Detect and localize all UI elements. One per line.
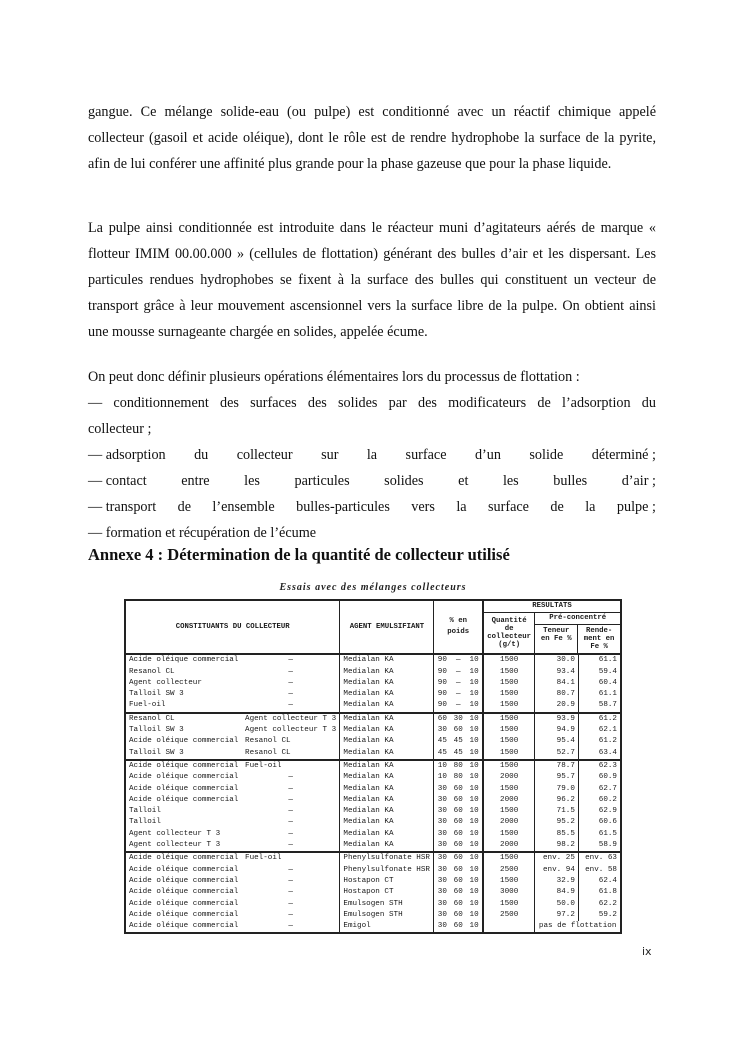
cell-pct-3: 10 [469, 667, 479, 676]
cell-pct-1: 30 [434, 921, 450, 933]
cell-constituant-2: — [288, 876, 293, 885]
cell-constituant-1: Resanol CL [129, 667, 175, 676]
cell-constituant-2: Resanol CL [245, 748, 291, 757]
cell-agent: Hostapon CT [340, 876, 434, 887]
cell-pct-2: 60 [453, 795, 463, 804]
bullet-4 [88, 494, 656, 520]
cell-pct-3: 10 [469, 748, 479, 757]
cell-pct-2: 60 [453, 784, 463, 793]
word: les [244, 473, 260, 489]
cell-teneur: 80.7 [535, 689, 579, 700]
table-row [125, 921, 621, 933]
cell-rendement: 60.6 [578, 817, 621, 828]
cell-constituant-1: Acide oléique commercial [129, 876, 239, 885]
cell-constituant-2: — [288, 667, 293, 676]
cell-quantite: 1500 [483, 806, 535, 817]
cell-quantite: 1500 [483, 654, 535, 666]
word: entre [181, 473, 210, 489]
header-rendement: Rende-ment en Fe % [577, 625, 620, 653]
cell-teneur: 71.5 [535, 806, 579, 817]
cell-pct-1: 90 [434, 654, 450, 666]
cell-rendement: 61.8 [578, 887, 621, 898]
cell-constituant-1: Fuel-oil [129, 701, 166, 710]
cell-pct-3: 10 [469, 829, 479, 838]
cell-pct-2: 45 [453, 737, 463, 746]
cell-constituant-1: Acide oléique commercial [129, 784, 239, 793]
cell-pct-1: 90 [434, 678, 450, 689]
cell-constituant-2: — [288, 795, 293, 804]
cell-teneur: 95.4 [535, 736, 579, 747]
cell-pct-2: — [455, 701, 461, 710]
cell-rendement: 61.2 [578, 713, 621, 725]
cell-agent: Hostapon CT [340, 887, 434, 898]
bullet-5: — formation et récupération de l’écume [88, 525, 317, 541]
cell-teneur: 98.2 [535, 840, 579, 852]
table-row [125, 887, 621, 898]
cell-constituant-1: Acide oléique commercial [129, 773, 239, 782]
cell-agent: Medialan KA [340, 678, 434, 689]
cell-rendement: 62.9 [578, 806, 621, 817]
cell-pct-3: 10 [469, 818, 479, 827]
header-pct: % en poids [434, 600, 483, 654]
cell-quantite: 1500 [483, 760, 535, 772]
cell-teneur: 97.2 [535, 910, 579, 921]
table-row [125, 817, 621, 828]
word: l’ensemble [212, 499, 275, 515]
cell-pct-2: 80 [453, 773, 463, 782]
table-row [125, 760, 621, 772]
word: bulles-particules [296, 499, 390, 515]
cell-pct-3: 10 [469, 841, 479, 850]
cell-quantite: 1500 [483, 899, 535, 910]
cell-pct-1: 10 [434, 760, 450, 772]
word: d’un [474, 447, 501, 463]
word: et [458, 473, 469, 489]
cell-quantite: 1500 [483, 748, 535, 760]
header-preconc-sub [535, 625, 620, 653]
cell-quantite: 1500 [483, 689, 535, 700]
cell-constituant-2: Agent collecteur T 3 [245, 726, 337, 735]
table-row [125, 700, 621, 712]
cell-agent: Medialan KA [340, 795, 434, 806]
word: les [502, 473, 519, 489]
cell-pct-2: 60 [453, 865, 463, 874]
cell-teneur: pas de flottation [535, 921, 621, 933]
cell-constituant-1: Talloil SW 3 [129, 690, 184, 699]
cell-constituant-2: — [288, 784, 293, 793]
cell-constituant-2: — [288, 888, 293, 897]
word: solide [529, 447, 564, 463]
word: bulles [553, 473, 588, 489]
cell-constituant-1: Acide oléique commercial [125, 852, 242, 864]
cell-pct-2: 60 [453, 876, 463, 885]
cell-constituant-1: Talloil SW 3 [129, 726, 184, 735]
word: vers [411, 499, 435, 515]
cell-pct-2: 60 [453, 818, 463, 827]
table-row [125, 748, 621, 760]
cell-constituant-1: Talloil SW 3 [129, 748, 184, 757]
cell-quantite: 2000 [483, 840, 535, 852]
cell-agent: Medialan KA [340, 748, 434, 760]
cell-pct-1: 45 [434, 736, 450, 747]
cell-constituant-1: Acide oléique commercial [129, 910, 239, 919]
cell-constituant-1: Agent collecteur T 3 [129, 829, 221, 838]
cell-constituant-1: Acide oléique commercial [129, 737, 239, 746]
cell-teneur: 93.4 [535, 667, 579, 678]
cell-pct-3: 10 [466, 760, 483, 772]
cell-quantite: 1500 [483, 852, 535, 864]
cell-teneur: env. 94 [535, 865, 579, 876]
cell-constituant-1: Acide oléique commercial [129, 865, 239, 874]
cell-agent: Medialan KA [340, 700, 434, 712]
table-row [125, 840, 621, 852]
cell-pct-3: 10 [469, 773, 479, 782]
word: — adsorption [88, 447, 166, 463]
cell-constituant-2: — [288, 899, 293, 908]
table-row [125, 736, 621, 747]
cell-rendement: 62.4 [578, 876, 621, 887]
table-row [125, 795, 621, 806]
cell-agent: Medialan KA [340, 654, 434, 666]
word: de [550, 499, 564, 515]
cell-quantite: 3000 [483, 887, 535, 898]
cell-agent: Phenylsulfonate HSR [340, 852, 434, 864]
cell-pct-3: 10 [469, 701, 479, 710]
cell-rendement: 61.5 [578, 829, 621, 840]
cell-constituant-1: Acide oléique commercial [129, 899, 239, 908]
cell-constituant-1: Acide oléique commercial [129, 656, 239, 665]
cell-pct-3: 10 [466, 852, 483, 864]
paragraph-2: La pulpe ainsi conditionnée est introduite dans le réacteur muni d’agitateurs aérés de marque « flotteur IMIM 00.00.000 » (cellules de flottation) générant des bulles d’air et les dispersant. Les particules rendues hydrophobes se fixent à la surface des bulles qui constituent un vecteur de transport grâce à leur mouvement ascensionnel vers la surface libre de la pulpe. On obtient ainsi une mousse surnageante chargée en solides, appelée écume. [88, 220, 656, 340]
cell-pct-2: 60 [453, 888, 463, 897]
cell-rendement: 61.1 [578, 654, 621, 666]
cell-agent: Emulsogen STH [340, 899, 434, 910]
cell-teneur: 20.9 [535, 700, 579, 712]
cell-pct-2: — [455, 667, 461, 676]
cell-pct-3: 10 [469, 784, 479, 793]
cell-agent: Medialan KA [340, 817, 434, 828]
table-row [125, 772, 621, 783]
cell-pct-2: 80 [450, 760, 466, 772]
table-row [125, 910, 621, 921]
cell-pct-3: 10 [466, 713, 483, 725]
cell-agent: Medialan KA [340, 736, 434, 747]
bullet-3 [88, 468, 656, 494]
cell-rendement: 60.2 [578, 795, 621, 806]
cell-rendement: 58.9 [578, 840, 621, 852]
cell-teneur: 95.7 [535, 772, 579, 783]
word: surface [488, 499, 529, 515]
cell-pct-1: 30 [434, 784, 450, 795]
cell-constituant-2: — [288, 656, 293, 665]
cell-constituant-2: — [288, 818, 293, 827]
cell-pct-2: 60 [453, 829, 463, 838]
cell-agent: Phenylsulfonate HSR [340, 865, 434, 876]
cell-teneur: 52.7 [535, 748, 579, 760]
cell-pct-2: 60 [453, 922, 463, 931]
cell-teneur: 30.0 [535, 654, 579, 666]
cell-pct-2: 60 [453, 841, 463, 850]
cell-constituant-2: Fuel-oil [242, 760, 340, 772]
table-row [125, 865, 621, 876]
cell-quantite: 2000 [483, 817, 535, 828]
cell-agent: Medialan KA [340, 725, 434, 736]
cell-pct-1: 30 [434, 795, 450, 806]
cell-constituant-1: Acide oléique commercial [129, 922, 239, 931]
cell-pct-2: 60 [450, 852, 466, 864]
word: — contact [88, 473, 147, 489]
collector-table [124, 599, 622, 934]
header-agent: AGENT EMULSIFIANT [340, 600, 434, 654]
cell-quantite: 1500 [483, 678, 535, 689]
cell-pct-3: 10 [469, 865, 479, 874]
table-row [125, 784, 621, 795]
cell-pct-2: — [455, 690, 461, 699]
table-row [125, 713, 621, 725]
cell-constituant-1: Talloil [129, 807, 161, 816]
cell-agent: Medialan KA [340, 689, 434, 700]
table-row [125, 667, 621, 678]
word: surface [405, 447, 447, 463]
cell-rendement: 59.2 [578, 910, 621, 921]
cell-pct-3: 10 [469, 876, 479, 885]
cell-teneur: 84.1 [535, 678, 579, 689]
cell-quantite: 1500 [483, 725, 535, 736]
cell-pct-1: 60 [434, 713, 450, 725]
cell-agent: Medialan KA [340, 840, 434, 852]
cell-quantite: 1500 [483, 667, 535, 678]
cell-rendement: env. 63 [578, 852, 621, 864]
cell-pct-2: — [455, 656, 461, 665]
cell-agent: Medialan KA [340, 760, 434, 772]
table-row [125, 689, 621, 700]
cell-pct-1: 90 [434, 667, 450, 678]
cell-constituant-2: — [288, 807, 293, 816]
cell-rendement: 59.4 [578, 667, 621, 678]
cell-rendement: 62.3 [578, 760, 621, 772]
paragraph-3-intro: On peut donc définir plusieurs opérations élémentaires lors du processus de flottation : [88, 369, 580, 385]
word: de [177, 499, 191, 515]
cell-pct-3: 10 [469, 899, 479, 908]
cell-pct-1: 30 [434, 829, 450, 840]
cell-constituant-1: Agent collecteur [129, 678, 202, 687]
cell-constituant-2: — [288, 922, 293, 931]
bullet-1-line-a [88, 390, 656, 416]
cell-quantite: 2500 [483, 865, 535, 876]
cell-quantite: 1500 [483, 736, 535, 747]
cell-teneur: 79.0 [535, 784, 579, 795]
word: la [366, 447, 378, 463]
cell-constituant-1: Acide oléique commercial [125, 760, 242, 772]
paragraph-1: gangue. Ce mélange solide-eau (ou pulpe) est conditionné avec un réactif chimique appelé collecteur (gasoil et acide oléique), dont le rôle est de rendre hydrophobe la surface de la pyrite, afin de lui conférer une affinité plus grande pour la phase gazeuse que pour la phase liquide. [88, 104, 656, 172]
cell-pct-3: 10 [469, 678, 479, 687]
cell-pct-1: 45 [434, 748, 450, 760]
header-constituants: CONSTITUANTS DU COLLECTEUR [125, 600, 340, 654]
cell-agent: Medialan KA [340, 829, 434, 840]
cell-pct-3: 10 [469, 737, 479, 746]
cell-constituant-2: Fuel-oil [242, 852, 340, 864]
word: la [456, 499, 467, 515]
cell-teneur: 50.0 [535, 899, 579, 910]
table-row [125, 829, 621, 840]
cell-constituant-2: — [288, 829, 293, 838]
cell-pct-2: 30 [450, 713, 466, 725]
cell-rendement: 62.1 [578, 725, 621, 736]
cell-pct-1: 90 [434, 689, 450, 700]
cell-teneur: env. 25 [535, 852, 579, 864]
table-row [125, 899, 621, 910]
word: la [585, 499, 596, 515]
figure-caption: Essais avec des mélanges collecteurs [279, 582, 467, 593]
cell-constituant-2: Agent collecteur T 3 [242, 713, 340, 725]
cell-pct-3: 10 [469, 656, 479, 665]
cell-pct-3: 10 [469, 910, 479, 919]
header-preconc-label: Pré-concentré [535, 613, 620, 625]
cell-teneur: 84.9 [535, 887, 579, 898]
cell-constituant-2: — [288, 841, 293, 850]
cell-constituant-2: — [288, 773, 293, 782]
word: sur [321, 447, 339, 463]
cell-constituant-1: Agent collecteur T 3 [129, 841, 221, 850]
word: pulpe ; [616, 499, 656, 515]
cell-pct-2: 60 [453, 910, 463, 919]
cell-teneur: 85.5 [535, 829, 579, 840]
word: déterminé ; [591, 447, 656, 463]
cell-pct-2: 45 [453, 748, 463, 757]
cell-pct-2: 60 [453, 726, 463, 735]
cell-agent: Medialan KA [340, 772, 434, 783]
cell-pct-1: 30 [434, 817, 450, 828]
cell-pct-1: 30 [434, 899, 450, 910]
page-number: ix [642, 945, 652, 958]
cell-rendement: 61.1 [578, 689, 621, 700]
cell-rendement: env. 58 [578, 865, 621, 876]
cell-constituant-2: Resanol CL [245, 737, 291, 746]
cell-pct-3: 10 [469, 690, 479, 699]
cell-constituant-1: Talloil [129, 818, 161, 827]
table-row [125, 678, 621, 689]
cell-quantite: 2000 [483, 772, 535, 783]
cell-pct-1: 10 [434, 772, 450, 783]
cell-pct-1: 30 [434, 865, 450, 876]
bullet-1-text: — conditionnement des surfaces des solides par des modificateurs de l’adsorption du [88, 395, 656, 411]
cell-quantite: 2500 [483, 910, 535, 921]
cell-quantite: 1500 [483, 700, 535, 712]
cell-pct-1: 30 [434, 806, 450, 817]
bullet-1-line-b: collecteur ; [88, 421, 152, 437]
table-row [125, 654, 621, 666]
cell-constituant-1: Resanol CL [125, 713, 242, 725]
cell-agent: Emulsogen STH [340, 910, 434, 921]
bullet-2 [88, 442, 656, 468]
cell-quantite: 1500 [483, 829, 535, 840]
cell-constituant-1: Acide oléique commercial [129, 795, 239, 804]
table-row [125, 876, 621, 887]
cell-quantite: 1500 [483, 876, 535, 887]
cell-teneur: 96.2 [535, 795, 579, 806]
cell-rendement: 58.7 [578, 700, 621, 712]
cell-agent: Medialan KA [340, 713, 434, 725]
cell-pct-2: 60 [453, 807, 463, 816]
cell-rendement: 62.7 [578, 784, 621, 795]
annex-heading: Annexe 4 : Détermination de la quantité de collecteur utilisé [88, 545, 510, 564]
cell-constituant-1: Acide oléique commercial [129, 888, 239, 897]
cell-rendement: 61.2 [578, 736, 621, 747]
word: — transport [88, 499, 157, 515]
cell-pct-3: 10 [469, 726, 479, 735]
cell-pct-3: 10 [469, 795, 479, 804]
cell-quantite: 1500 [483, 784, 535, 795]
cell-pct-1: 30 [434, 840, 450, 852]
cell-pct-3: 10 [469, 888, 479, 897]
cell-quantite: 1500 [483, 713, 535, 725]
cell-pct-3: 10 [469, 807, 479, 816]
word: d’air ; [621, 473, 656, 489]
cell-pct-3: 10 [469, 922, 479, 931]
cell-teneur: 32.9 [535, 876, 579, 887]
cell-constituant-2: — [288, 701, 293, 710]
header-quantite: Quantité de collecteur (g/t) [483, 613, 535, 655]
header-teneur: Teneur en Fe % [540, 627, 572, 644]
cell-rendement: 63.4 [578, 748, 621, 760]
cell-constituant-2: — [288, 690, 293, 699]
cell-teneur: 94.9 [535, 725, 579, 736]
figure-table [124, 582, 622, 934]
cell-constituant-2: — [288, 865, 293, 874]
cell-agent: Medialan KA [340, 667, 434, 678]
header-resultats: RESULTATS [483, 600, 621, 613]
table-row [125, 852, 621, 864]
word: collecteur [236, 447, 293, 463]
cell-pct-1: 30 [434, 876, 450, 887]
cell-pct-1: 30 [434, 725, 450, 736]
cell-teneur: 78.7 [535, 760, 579, 772]
cell-rendement: 62.2 [578, 899, 621, 910]
cell-teneur: 95.2 [535, 817, 579, 828]
cell-quantite [483, 921, 535, 933]
cell-pct-1: 30 [434, 887, 450, 898]
cell-agent: Medialan KA [340, 806, 434, 817]
table-row [125, 725, 621, 736]
word: du [194, 447, 209, 463]
cell-pct-2: — [455, 678, 461, 687]
cell-quantite: 2000 [483, 795, 535, 806]
table-row [125, 806, 621, 817]
word: particules [294, 473, 350, 489]
cell-constituant-2: — [288, 678, 293, 687]
cell-pct-2: 60 [453, 899, 463, 908]
word: solides [384, 473, 424, 489]
table-body [125, 654, 621, 933]
cell-rendement: 60.9 [578, 772, 621, 783]
cell-pct-1: 90 [434, 700, 450, 712]
cell-teneur: 93.9 [535, 713, 579, 725]
cell-agent: Emigol [340, 921, 434, 933]
cell-pct-1: 30 [434, 910, 450, 921]
cell-constituant-2: — [288, 910, 293, 919]
cell-rendement: 60.4 [578, 678, 621, 689]
header-preconc [535, 613, 621, 655]
cell-pct-1: 30 [434, 852, 450, 864]
cell-agent: Medialan KA [340, 784, 434, 795]
